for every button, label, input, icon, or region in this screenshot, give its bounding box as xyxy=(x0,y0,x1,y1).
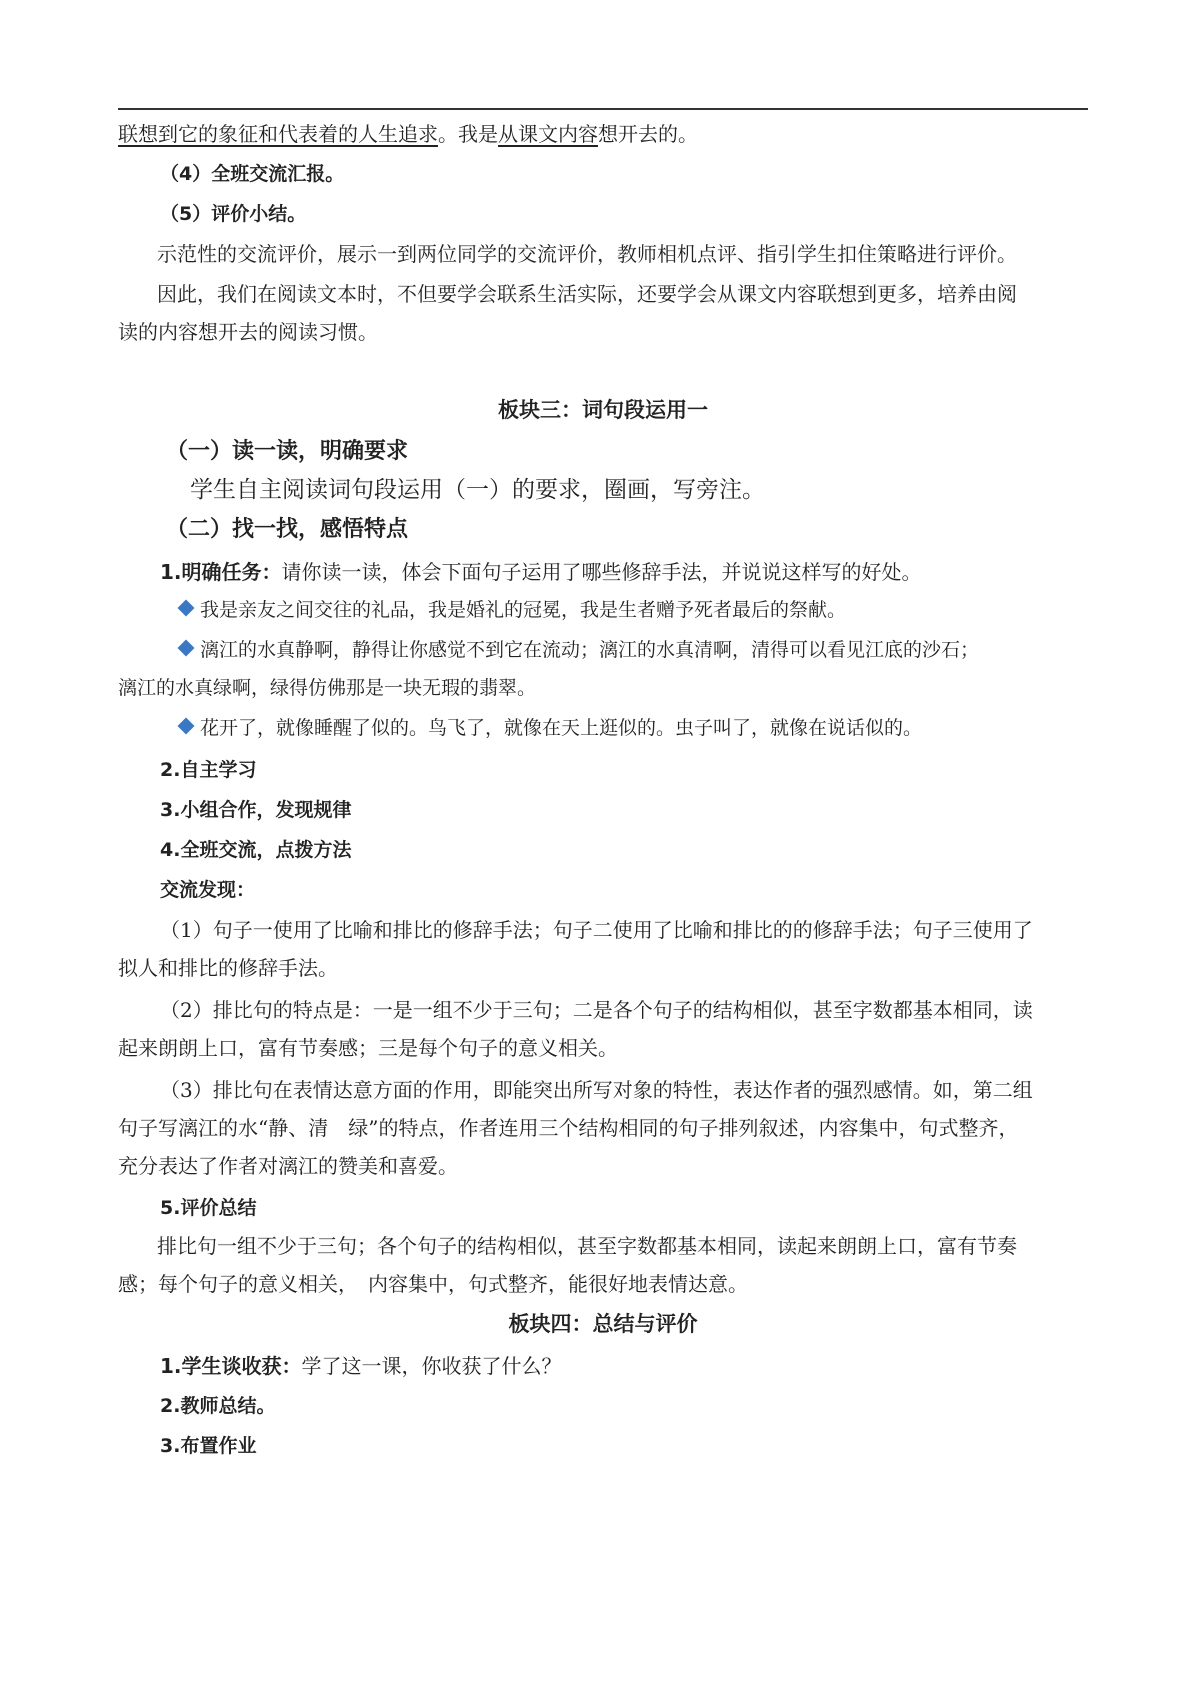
step-5: （5）评价小结。 xyxy=(160,203,307,225)
finding-3-cont2: 充分表达了作者对漓江的赞美和喜爱。 xyxy=(118,1154,458,1178)
finding-3-cont: 句子写漓江的水“静、清 绿”的特点，作者连用三个结构相同的句子排列叙述，内容集中，句式整齐， xyxy=(118,1116,1019,1140)
finding-1: （1）句子一使用了比喻和排比的修辞手法；句子二使用了比喻和排比的的修辞手法；句子三使用了 xyxy=(160,918,1033,942)
text-span: 花开了，就像睡醒了似的。鸟飞了，就像在天上逛似的。虫子叫了，就像在说话似的。 xyxy=(200,717,923,739)
paragraph: 因此，我们在阅读文本时，不但要学会联系生活实际，还要学会从课文内容联想到更多，培养由阅 xyxy=(157,282,1017,306)
sub-heading-1: （一）读一读，明确要求 xyxy=(166,439,409,464)
finding-1-cont: 拟人和排比的修辞手法。 xyxy=(118,956,338,980)
text-span: 想开去的。 xyxy=(598,122,698,146)
step-4: （4）全班交流汇报。 xyxy=(160,163,345,185)
sub-heading-2: （二）找一找，感悟特点 xyxy=(166,517,409,542)
task-label: 1.明确任务： xyxy=(160,560,282,584)
paragraph-cont: 读的内容想开去的阅读习惯。 xyxy=(118,320,378,344)
finding-3: （3）排比句在表情达意方面的作用，即能突出所写对象的特性，表达作者的强烈感情。如，第二组 xyxy=(160,1078,1033,1102)
step-4b: 4.全班交流，点拨方法 xyxy=(160,839,352,861)
example-sentence-2-cont: 漓江的水真绿啊，绿得仿佛那是一块无瑕的翡翠。 xyxy=(118,677,537,699)
text-span: 我是亲友之间交往的礼品，我是婚礼的冠冕，我是生者赠予死者最后的祭献。 xyxy=(200,599,847,621)
finding-2-cont: 起来朗朗上口，富有节奏感；三是每个句子的意义相关。 xyxy=(118,1036,618,1060)
diamond-bullet-icon xyxy=(178,600,195,617)
item-1-text: 学了这一课，你收获了什么？ xyxy=(301,1354,562,1378)
discover-label: 交流发现： xyxy=(160,879,256,901)
text-span: 漓江的水真静啊，静得让你感觉不到它在流动；漓江的水真清啊，清得可以看见江底的沙石； xyxy=(200,639,980,661)
diamond-bullet-icon xyxy=(178,718,195,735)
summary: 排比句一组不少于三句；各个句子的结构相似，甚至字数都基本相同，读起来朗朗上口，富有节奏 xyxy=(157,1234,1017,1258)
step-2: 2.自主学习 xyxy=(160,759,257,781)
paragraph: 示范性的交流评价，展示一到两位同学的交流评价，教师相机点评、指引学生扣住策略进行评价。 xyxy=(157,242,1017,266)
section3-title: 板块三：词句段运用一 xyxy=(498,398,708,422)
step-3: 3.小组合作，发现规律 xyxy=(160,799,352,821)
item-3: 3.布置作业 xyxy=(160,1435,257,1457)
finding-2: （2）排比句的特点是：一是一组不少于三句；二是各个句子的结构相似，甚至字数都基本相同，读 xyxy=(160,998,1033,1022)
sub1-text: 学生自主阅读词句段运用（一）的要求，圈画，写旁注。 xyxy=(190,477,765,503)
header-rule xyxy=(118,108,1088,110)
text-span: 。我是 xyxy=(438,122,498,146)
diamond-bullet-icon xyxy=(178,640,195,657)
item-1 xyxy=(160,1352,1088,1380)
underlined-phrase: 从课文内容 xyxy=(498,122,598,146)
summary-cont: 感；每个句子的意义相关， 内容集中，句式整齐，能很好地表情达意。 xyxy=(118,1272,748,1296)
example-sentence-1 xyxy=(176,596,1088,624)
example-sentence-3 xyxy=(176,714,1088,742)
continuation-line xyxy=(118,120,1088,148)
task-line xyxy=(160,558,1088,586)
item-2: 2.教师总结。 xyxy=(160,1395,276,1417)
step-5b: 5.评价总结 xyxy=(160,1197,257,1219)
item-1-label: 1.学生谈收获： xyxy=(160,1354,302,1378)
section4-title: 板块四：总结与评价 xyxy=(508,1312,698,1336)
example-sentence-2 xyxy=(176,636,1088,664)
underlined-phrase: 联想到它的象征和代表着的人生追求 xyxy=(118,122,438,146)
task-text: 请你读一读，体会下面句子运用了哪些修辞手法，并说说这样写的好处。 xyxy=(281,560,922,584)
